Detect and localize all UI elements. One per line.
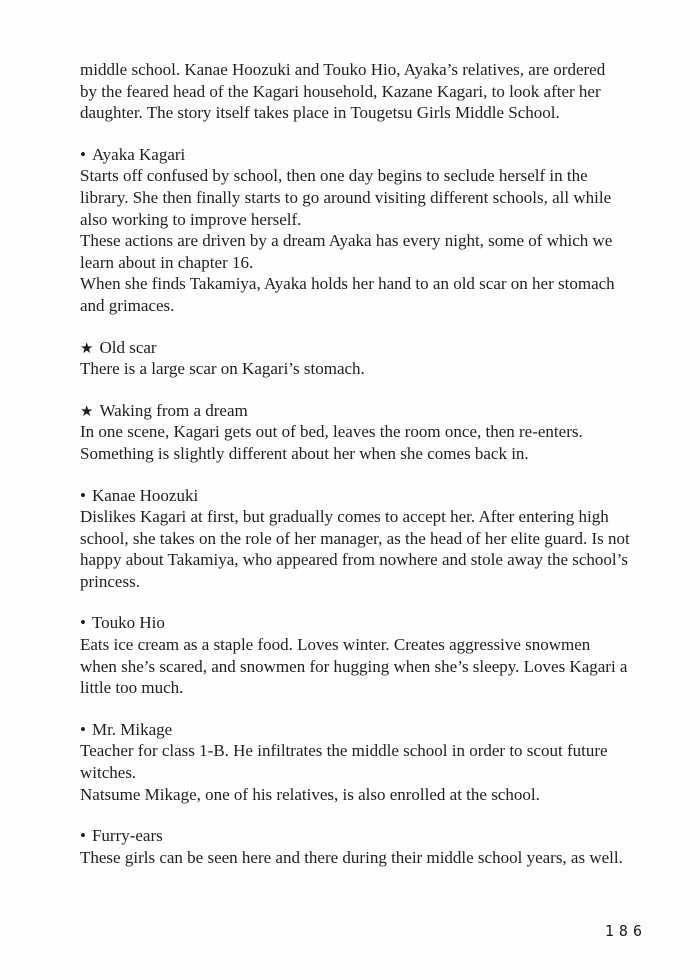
section-title: Touko Hio — [91, 613, 165, 633]
character-section — [80, 144, 665, 317]
section-title: Old scar — [99, 337, 157, 357]
star-icon: ★ — [80, 403, 94, 420]
text-line: There is a large scar on Kagari’s stomach. — [80, 359, 365, 379]
text-line: middle school. Kanae Hoozuki and Touko Hio, Ayaka’s relatives, are ordered — [80, 60, 606, 79]
text-line: When she finds Takamiya, Ayaka holds her hand to an old scar on her stomach — [80, 274, 615, 294]
text-line: These girls can be seen here and there during their middle school years, as well. — [80, 847, 623, 867]
bullet-icon: • — [80, 719, 86, 739]
text-line: witches. — [80, 763, 137, 783]
text-line: by the feared head of the Kagari household, Kazane Kagari, to look after her — [80, 81, 601, 101]
character-section — [80, 719, 665, 805]
character-section — [80, 485, 665, 593]
section-title: Waking from a dream — [99, 400, 248, 420]
bullet-icon: • — [80, 826, 86, 846]
bullet-icon: • — [80, 144, 86, 164]
character-section — [80, 825, 665, 868]
section-title: Kanae Hoozuki — [91, 485, 199, 505]
section-heading — [80, 485, 665, 507]
section-heading — [80, 400, 665, 422]
text-paragraph — [80, 59, 665, 124]
text-line: Dislikes Kagari at first, but gradually comes to accept her. After entering high — [80, 507, 609, 527]
page-number: 186 — [604, 922, 647, 940]
section-heading — [80, 337, 665, 359]
text-line: In one scene, Kagari gets out of bed, leaves the room once, then re-enters. — [80, 422, 583, 442]
character-section — [80, 400, 665, 465]
text-line: Natsume Mikage, one of his relatives, is also enrolled at the school. — [80, 784, 540, 804]
text-line: These actions are driven by a dream Ayaka has every night, some of which we — [80, 231, 613, 251]
text-line: when she’s scared, and snowmen for hugging when she’s sleepy. Loves Kagari a — [80, 656, 628, 676]
character-section — [80, 337, 665, 380]
text-line: Eats ice cream as a staple food. Loves winter. Creates aggressive snowmen — [80, 635, 591, 655]
text-line: princess. — [80, 571, 140, 591]
text-line: learn about in chapter 16. — [80, 252, 254, 272]
text-line: Something is slightly different about her when she comes back in. — [80, 443, 529, 463]
text-line: Teacher for class 1-B. He infiltrates the middle school in order to scout future — [80, 741, 608, 761]
bullet-icon: • — [80, 613, 86, 633]
section-title: Ayaka Kagari — [91, 144, 186, 164]
section-heading — [80, 825, 665, 847]
section-heading — [80, 612, 665, 634]
section-title: Mr. Mikage — [91, 719, 173, 739]
section-heading — [80, 719, 665, 741]
text-line: school, she takes on the role of her manager, as the head of her elite guard. Is not — [80, 528, 630, 548]
bullet-icon: • — [80, 485, 86, 505]
text-line: and grimaces. — [80, 295, 175, 315]
text-line: happy about Takamiya, who appeared from nowhere and stole away the school’s — [80, 550, 628, 570]
text-line: little too much. — [80, 678, 184, 698]
page-text-content — [80, 59, 665, 868]
text-line: Starts off confused by school, then one day begins to seclude herself in the — [80, 166, 588, 186]
star-icon: ★ — [80, 340, 94, 357]
text-line: daughter. The story itself takes place in Tougetsu Girls Middle School. — [80, 103, 560, 123]
section-heading — [80, 144, 665, 166]
character-section — [80, 612, 665, 698]
section-title: Furry-ears — [91, 826, 163, 846]
text-line: library. She then finally starts to go around visiting different schools, all while — [80, 187, 612, 207]
text-line: also working to improve herself. — [80, 209, 302, 229]
